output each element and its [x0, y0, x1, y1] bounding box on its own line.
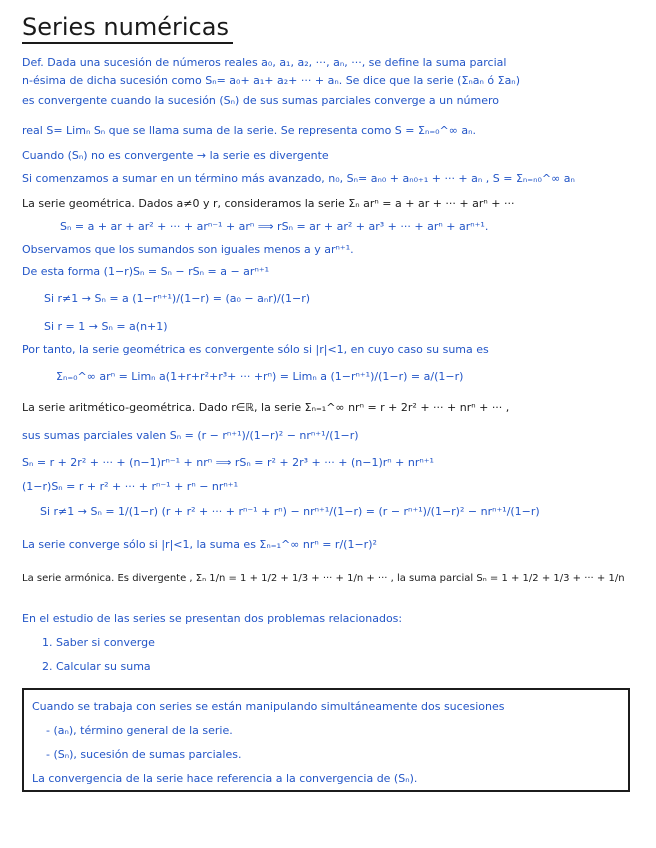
- problem-item-1: 1. Saber si converge: [42, 636, 155, 649]
- definition-line-2: n-ésima de dicha sucesión como Sₙ= a₀+ a₁+ a₂+ ··· + aₙ. Se dice que la serie (Σₙaₙ ó Σaₙ): [22, 74, 520, 87]
- harmonic-series-line: La serie armónica. Es divergente , Σₙ 1/n = 1 + 1/2 + 1/3 + ··· + 1/n + ··· , la suma parcial Sₙ = 1 + 1/2 + 1/3 + ··· + 1/n: [22, 573, 625, 584]
- arith-geo-derivation-2: (1−r)Sₙ = r + r² + ··· + rⁿ⁻¹ + rⁿ − nrⁿ⁺¹: [22, 480, 239, 493]
- problems-intro: En el estudio de las series se presentan dos problemas relacionados:: [22, 612, 403, 625]
- geometric-sum-formula: Σₙ₌₀^∞ arⁿ = Limₙ a(1+r+r²+r³+ ··· +rⁿ) = Limₙ a (1−rⁿ⁺¹)/(1−r) = a/(1−r): [56, 370, 464, 383]
- geometric-observation: Observamos que los sumandos son iguales menos a y arⁿ⁺¹.: [22, 243, 354, 256]
- geometric-convergence: Por tanto, la serie geométrica es convergente sólo si |r|<1, en cuyo caso su suma es: [22, 343, 489, 356]
- arith-geo-derivation-3: Si r≠1 → Sₙ = 1/(1−r) (r + r² + ··· + rⁿ⁻¹ + rⁿ) − nrⁿ⁺¹/(1−r) = (r − rⁿ⁺¹)/(1−r)² − nrⁿ⁺¹/(1−r): [40, 505, 540, 518]
- summary-line-3: - (Sₙ), sucesión de sumas parciales.: [46, 748, 242, 761]
- problem-item-2: 2. Calcular su suma: [42, 660, 151, 673]
- offset-start-line: Si comenzamos a sumar en un término más avanzado, n₀, Sₙ= aₙ₀ + aₙ₀₊₁ + ··· + aₙ , S = Σₙ₌ₙ₀^∞ aₙ: [22, 172, 575, 185]
- arith-geo-derivation-1: Sₙ = r + 2r² + ··· + (n−1)rⁿ⁻¹ + nrⁿ ⟹ rSₙ = r² + 2r³ + ··· + (n−1)rⁿ + nrⁿ⁺¹: [22, 456, 434, 469]
- arith-geo-heading: La serie aritmético-geométrica. Dado r∈ℝ, la serie Σₙ₌₁^∞ nrⁿ = r + 2r² + ··· + nrⁿ + ··· ,: [22, 401, 510, 414]
- summary-line-2: - (aₙ), término general de la serie.: [46, 724, 233, 737]
- definition-line-1: Def. Dada una sucesión de números reales a₀, a₁, a₂, ···, aₙ, ···, se define la suma parcial: [22, 56, 507, 69]
- geometric-series-heading: La serie geométrica. Dados a≠0 y r, consideramos la serie Σₙ arⁿ = a + ar + ··· + arⁿ + ···: [22, 197, 515, 210]
- geometric-case-r-not-1: Si r≠1 → Sₙ = a (1−rⁿ⁺¹)/(1−r) = (a₀ − aₙr)/(1−r): [44, 292, 311, 305]
- definition-line-4: real S= Limₙ Sₙ que se llama suma de la serie. Se representa como S = Σₙ₌₀^∞ aₙ.: [22, 124, 477, 137]
- summary-box: [22, 688, 630, 792]
- geometric-partial-sum: Sₙ = a + ar + ar² + ··· + arⁿ⁻¹ + arⁿ ⟹ rSₙ = ar + ar² + ar³ + ··· + arⁿ + arⁿ⁺¹.: [60, 220, 489, 233]
- definition-line-3: es convergente cuando la sucesión (Sₙ) de sus sumas parciales converge a un número: [22, 94, 500, 107]
- summary-line-4: La convergencia de la serie hace referencia a la convergencia de (Sₙ).: [32, 772, 418, 785]
- summary-line-1: Cuando se trabaja con series se están manipulando simultáneamente dos sucesiones: [32, 700, 505, 713]
- divergent-line: Cuando (Sₙ) no es convergente → la serie es divergente: [22, 149, 329, 162]
- arith-geo-partial-sums: sus sumas parciales valen Sₙ = (r − rⁿ⁺¹)/(1−r)² − nrⁿ⁺¹/(1−r): [22, 429, 359, 442]
- page-title: Series numéricas: [22, 12, 233, 44]
- geometric-case-r-1: Si r = 1 → Sₙ = a(n+1): [44, 320, 168, 333]
- arith-geo-convergence: La serie converge sólo si |r|<1, la suma es Σₙ₌₁^∞ nrⁿ = r/(1−r)²: [22, 538, 377, 551]
- geometric-difference: De esta forma (1−r)Sₙ = Sₙ − rSₙ = a − arⁿ⁺¹: [22, 265, 270, 278]
